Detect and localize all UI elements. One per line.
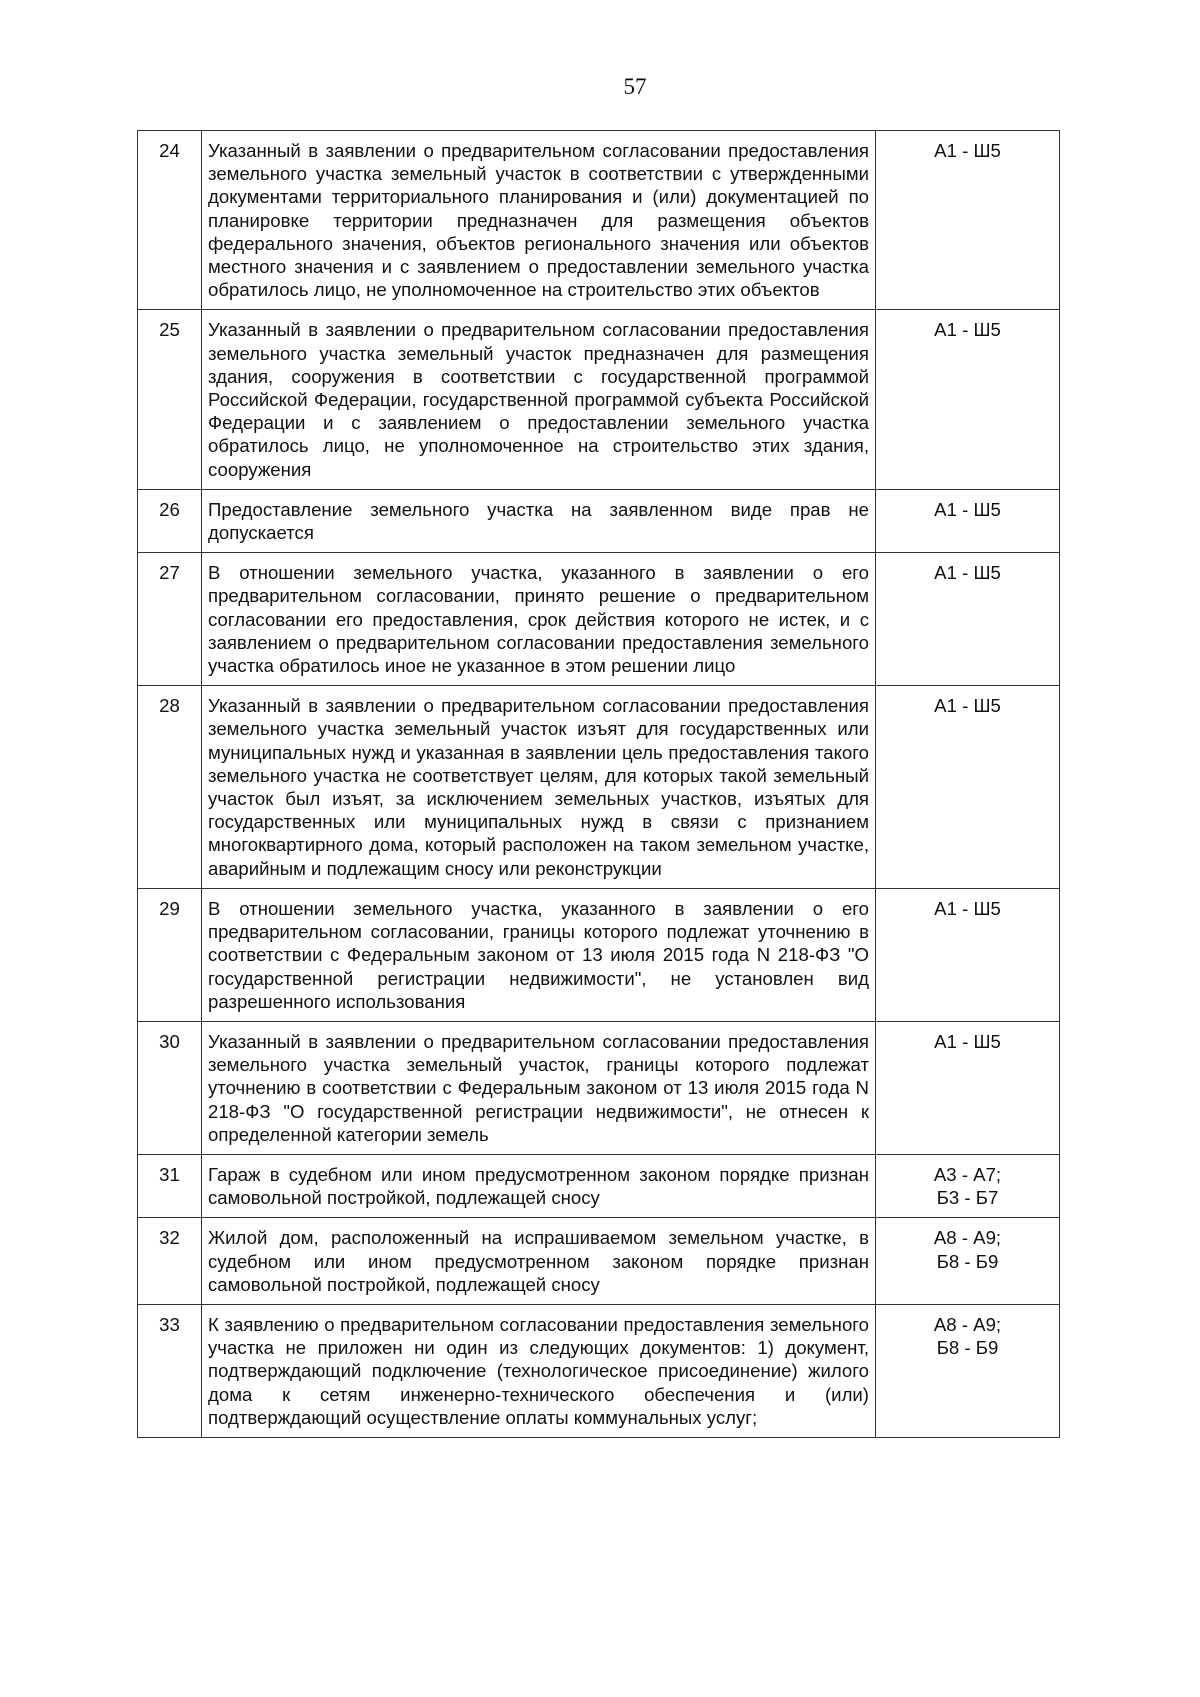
row-codes bbox=[876, 1154, 1060, 1217]
row-number: 26 bbox=[138, 489, 202, 552]
row-code: Б3 - Б7 bbox=[936, 1187, 999, 1209]
table-row bbox=[138, 489, 1060, 552]
row-number: 31 bbox=[138, 1154, 202, 1217]
row-number: 27 bbox=[138, 553, 202, 686]
row-code: А8 - А9; bbox=[933, 1313, 1002, 1335]
row-codes bbox=[876, 1021, 1060, 1154]
table-row bbox=[138, 1218, 1060, 1305]
row-code: Б8 - Б9 bbox=[936, 1250, 999, 1272]
row-text: Предоставление земельного участка на заявленном виде прав не допускается bbox=[202, 489, 876, 552]
row-number: 32 bbox=[138, 1218, 202, 1305]
row-codes bbox=[876, 1218, 1060, 1305]
table-row bbox=[138, 310, 1060, 489]
table-row bbox=[138, 1304, 1060, 1437]
row-codes bbox=[876, 131, 1060, 310]
row-code: А3 - А7; bbox=[933, 1163, 1002, 1185]
row-text: Гараж в судебном или ином предусмотренном законом порядке признан самовольной постройкой, подлежащей сносу bbox=[202, 1154, 876, 1217]
table-row bbox=[138, 131, 1060, 310]
row-text: К заявлению о предварительном согласовании предоставления земельного участка не приложен ни один из следующих документов: 1) документ, подтверждающий подключение (технологическое присоединение) жилого дома к сетям инженерно-технического обеспечения и (или) подтверждающий осуществление оплаты коммунальных услуг; bbox=[202, 1304, 876, 1437]
refusal-grounds-table bbox=[137, 130, 1060, 1438]
row-code: Б8 - Б9 bbox=[936, 1337, 999, 1359]
row-code: А8 - А9; bbox=[933, 1227, 1002, 1249]
row-code: А1 - Ш5 bbox=[934, 1030, 1001, 1052]
row-text: Указанный в заявлении о предварительном согласовании предоставления земельного участка земельный участок предназначен для размещения здания, сооружения в соответствии с государственной программой Российской Федерации, государственной программой субъекта Российской Федерации и с заявлением о предоставлении земельного участка обратилось лицо, не уполномоченное на строительство этих здания, сооружения bbox=[202, 310, 876, 489]
row-number: 25 bbox=[138, 310, 202, 489]
row-code: А1 - Ш5 bbox=[934, 897, 1001, 919]
row-codes bbox=[876, 310, 1060, 489]
table-row bbox=[138, 888, 1060, 1021]
row-code: А1 - Ш5 bbox=[934, 695, 1001, 717]
row-code: А1 - Ш5 bbox=[934, 498, 1001, 520]
row-text: Указанный в заявлении о предварительном согласовании предоставления земельного участка земельный участок изъят для государственных или муниципальных нужд и указанная в заявлении цель предоставления такого земельного участка не соответствует целям, для которых такой земельный участок был изъят, за исключением земельных участков, изъятых для государственных или муниципальных нужд в связи с признанием многоквартирного дома, который расположен на таком земельном участке, аварийным и подлежащим сносу или реконструкции bbox=[202, 686, 876, 889]
table-row bbox=[138, 1021, 1060, 1154]
row-text: В отношении земельного участка, указанного в заявлении о его предварительном согласовании, границы которого подлежат уточнению в соответствии с Федеральным законом от 13 июля 2015 года N 218-ФЗ "О государственной регистрации недвижимости", не установлен вид разрешенного использования bbox=[202, 888, 876, 1021]
row-codes bbox=[876, 888, 1060, 1021]
row-text: Жилой дом, расположенный на испрашиваемом земельном участке, в судебном или ином предусмотренном законом порядке признан самовольной постройкой, подлежащей сносу bbox=[202, 1218, 876, 1305]
row-number: 29 bbox=[138, 888, 202, 1021]
row-code: А1 - Ш5 bbox=[934, 562, 1001, 584]
row-text: Указанный в заявлении о предварительном согласовании предоставления земельного участка земельный участок в соответствии с утвержденными документами территориального планирования и (или) документацией по планировке территории предназначен для размещения объектов федерального значения, объектов регионального значения или объектов местного значения и с заявлением о предоставлении земельного участка обратилось лицо, не уполномоченное на строительство этих объектов bbox=[202, 131, 876, 310]
table-row bbox=[138, 1154, 1060, 1217]
row-codes bbox=[876, 489, 1060, 552]
table-row bbox=[138, 686, 1060, 889]
row-text: В отношении земельного участка, указанного в заявлении о его предварительном согласовании, принято решение о предварительном согласовании его предоставления, срок действия которого не истек, и с заявлением о предварительном согласовании предоставления земельного участка обратилось иное не указанное в этом решении лицо bbox=[202, 553, 876, 686]
row-codes bbox=[876, 553, 1060, 686]
row-number: 33 bbox=[138, 1304, 202, 1437]
row-code: А1 - Ш5 bbox=[934, 140, 1001, 161]
row-number: 30 bbox=[138, 1021, 202, 1154]
row-number: 28 bbox=[138, 686, 202, 889]
table-row bbox=[138, 553, 1060, 686]
row-codes bbox=[876, 686, 1060, 889]
page-number: 57 bbox=[623, 74, 647, 99]
row-code: А1 - Ш5 bbox=[934, 319, 1001, 341]
row-text: Указанный в заявлении о предварительном согласовании предоставления земельного участка земельный участок, границы которого подлежат уточнению в соответствии с Федеральным законом от 13 июля 2015 года N 218-ФЗ "О государственной регистрации недвижимости", не отнесен к определенной категории земель bbox=[202, 1021, 876, 1154]
row-codes bbox=[876, 1304, 1060, 1437]
row-number: 24 bbox=[138, 131, 202, 310]
